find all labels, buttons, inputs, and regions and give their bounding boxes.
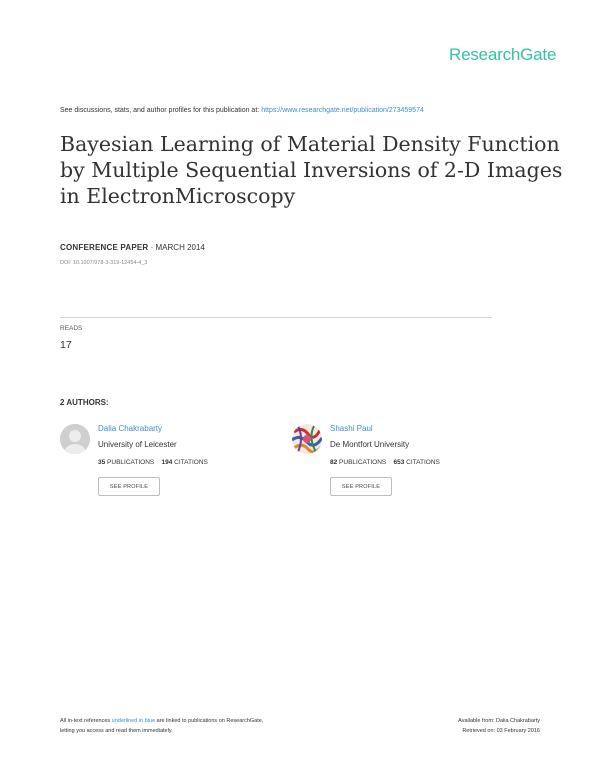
see-profile-button[interactable]: SEE PROFILE: [98, 477, 160, 496]
authors-heading: 2 AUTHORS:: [60, 398, 109, 407]
author-institution: De Montfort University: [330, 440, 410, 449]
publications-count: 35: [98, 459, 106, 466]
title-line: Bayesian Learning of Material Density Function: [60, 132, 560, 156]
retrieval-info: [458, 716, 540, 736]
author-card: [292, 424, 522, 504]
colorful-avatar-icon[interactable]: [292, 424, 322, 454]
paper-date: MARCH 2014: [155, 243, 205, 252]
publications-label: PUBLICATIONS: [107, 459, 155, 466]
footer-line: letting you access and read them immediately.: [60, 728, 173, 734]
researchgate-logo[interactable]: ResearchGate: [449, 45, 557, 64]
author-card: [60, 424, 290, 504]
author-stats: [98, 459, 208, 466]
paper-type: CONFERENCE PAPER: [60, 243, 149, 252]
title-line: by Multiple Sequential Inversions of 2-D Images: [60, 158, 563, 182]
author-institution: University of Leicester: [98, 440, 177, 449]
footer-line: [60, 716, 263, 726]
title-line: in ElectronMicroscopy: [60, 184, 296, 208]
citations-label: CITATIONS: [406, 459, 440, 466]
author-name-link[interactable]: Shashi Paul: [330, 424, 373, 433]
paper-doi: DOI: 10.1007/978-3-319-12454-4_3: [60, 260, 148, 266]
citations-count: 653: [393, 459, 405, 466]
publication-link-line: [60, 107, 424, 114]
see-profile-button[interactable]: SEE PROFILE: [330, 477, 392, 496]
publication-url-link[interactable]: https://www.researchgate.net/publication/273459574: [261, 107, 424, 114]
see-discussions-text: See discussions, stats, and author profiles for this publication at:: [60, 107, 260, 114]
default-avatar-icon[interactable]: [60, 424, 90, 454]
footer-text: are linked to publications on ResearchGate,: [156, 718, 264, 724]
paper-meta: [60, 243, 205, 252]
author-name-link[interactable]: Dalia Chakrabarty: [98, 424, 163, 433]
paper-title: [60, 131, 563, 209]
meta-separator: ·: [148, 243, 156, 252]
retrieved-on: Retrieved on: 03 February 2016: [462, 728, 540, 734]
publications-label: PUBLICATIONS: [339, 459, 387, 466]
reads-count: 17: [60, 339, 72, 351]
citations-label: CITATIONS: [174, 459, 208, 466]
divider: [60, 317, 492, 318]
available-from: Available from: Dalia Chakrabarty: [458, 718, 540, 724]
publications-count: 82: [330, 459, 338, 466]
footer-note: [60, 716, 263, 736]
reads-label: READS: [60, 325, 83, 332]
underlined-in-blue-link[interactable]: underlined in blue: [111, 718, 156, 724]
footer-text: All in-text references: [60, 718, 111, 724]
citations-count: 194: [161, 459, 173, 466]
author-stats: [330, 459, 440, 466]
